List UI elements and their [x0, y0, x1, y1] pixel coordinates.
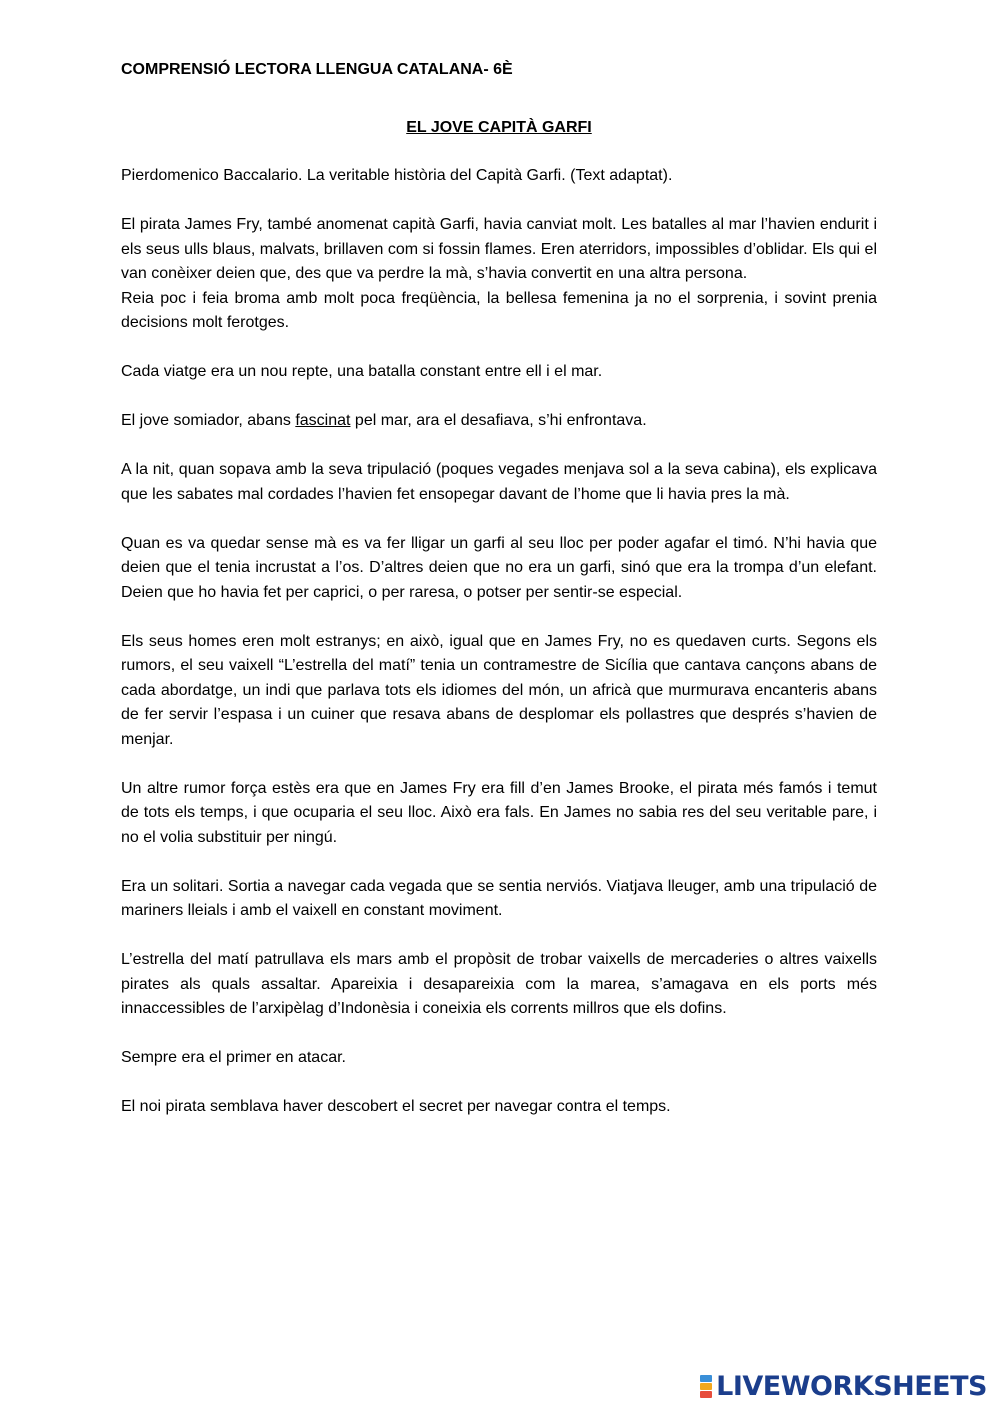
paragraph: Els seus homes eren molt estranys; en això, igual que en James Fry, no es quedaven curts. Segons els rumors, el seu vaixell “L’estrella del matí” tenia un contramestre de Sicília que cantava cançons abans de cada abordatge, un indi que parlava tots els idiomes del món, un africà que murmurava encanteris abans de fer servir l’espasa i un cuiner que resava abans de desplomar els pollastres que després s’havien de menjar.	[121, 632, 877, 748]
underlined-word: fascinat	[295, 412, 351, 429]
paragraph: Un altre rumor força estès era que en James Fry era fill d’en James Brooke, el pirata més famós i temut de tots els temps, i que ocuparia el seu lloc. Això era fals. En James no sabia res del seu veritable pare, i no el volia substituir per ningú.	[121, 779, 877, 846]
worksheet-page	[121, 58, 877, 1144]
liveworksheets-logo-icon	[700, 1375, 712, 1398]
paragraph-text: pel mar, ara el desafiava, s’hi enfrontava.	[350, 412, 647, 429]
source-citation: Pierdomenico Baccalario. La veritable història del Capità Garfi. (Text adaptat).	[121, 167, 673, 184]
paragraph	[121, 409, 877, 434]
paragraph: L’estrella del matí patrullava els mars amb el propòsit de trobar vaixells de mercaderies o altres vaixells pirates als quals assaltar. Apareixia i desapareixia com la marea, s’amagava en els ports més innaccessibles de l’arxipèlag d’Indonèsia i coneixia els corrents millros que els dofins.	[121, 951, 877, 1017]
paragraph: Quan es va quedar sense mà es va fer lligar un garfi al seu lloc per poder agafar el timó. N’hi havia que deien que el tenia incrustat a l’os. D’altres deien que no era un garfi, sinó que era la trompa d’un elefant. Deien que ho havia fet per caprici, o per raresa, o potser per sentir-se especial.	[121, 534, 877, 601]
paragraph: El noi pirata semblava haver descobert el secret per navegar contra el temps.	[121, 1098, 671, 1115]
header-title: COMPRENSIÓ LECTORA LLENGUA CATALANA- 6È	[121, 61, 513, 78]
paragraph: Sempre era el primer en atacar.	[121, 1049, 346, 1066]
document-title: EL JOVE CAPITÀ GARFI	[406, 118, 592, 136]
paragraph: El pirata James Fry, també anomenat capità Garfi, havia canviat molt. Les batalles al mar l’havien endurit i els seus ulls blaus, malvats, brillaven com si fossin flames. Eren aterridors, impossibles d’oblidar. Els qui el van conèixer deien que, des que va perdre la mà, s’havia convertit en una altra persona.	[121, 216, 877, 282]
paragraph: Cada viatge era un nou repte, una batalla constant entre ell i el mar.	[121, 363, 603, 380]
paragraph: A la nit, quan sopava amb la seva tripulació (poques vegades menjava sol a la seva cabina), els explicava que les sabates mal cordades l’havien fet ensopegar davant de l’home que li havia pres la mà.	[121, 461, 877, 503]
brand-name: LIVEWORKSHEETS	[716, 1370, 987, 1402]
paragraph: Reia poc i feia broma amb molt poca freqüència, la bellesa femenina ja no el sorprenia, i sovint prenia decisions molt ferotges.	[121, 289, 877, 331]
liveworksheets-brand[interactable]	[700, 1372, 987, 1400]
paragraph-text: El jove somiador, abans	[121, 412, 296, 429]
paragraph: Era un solitari. Sortia a navegar cada vegada que se sentia nerviós. Viatjava lleuger, amb una tripulació de mariners lleials i amb el vaixell en constant moviment.	[121, 877, 877, 919]
